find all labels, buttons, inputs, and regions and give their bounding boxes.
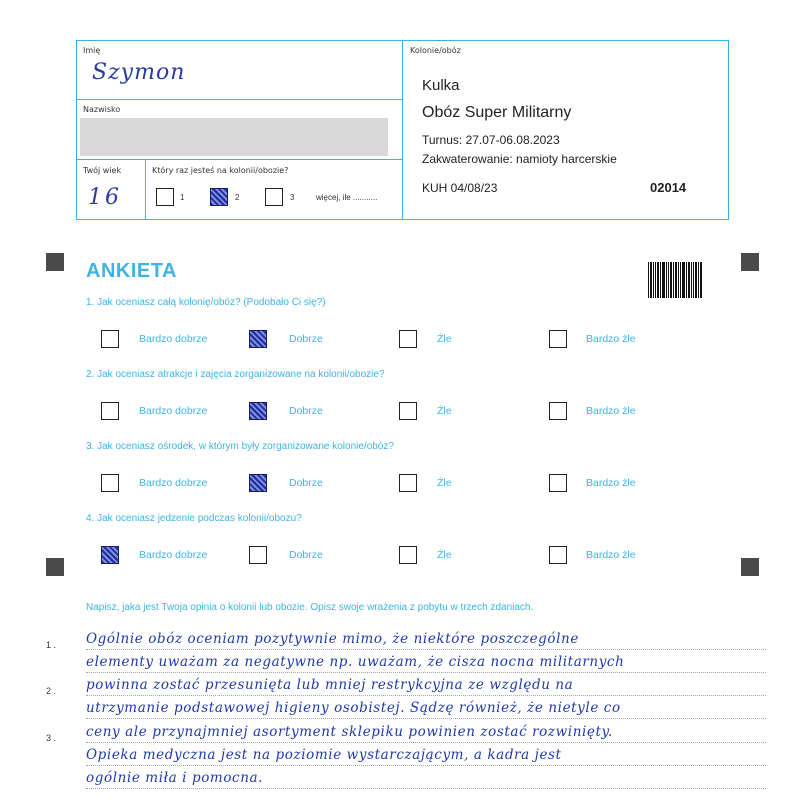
line-number-1: 1 . xyxy=(46,640,57,650)
surname-label: Nazwisko xyxy=(83,105,121,114)
question-2-option-1: Bardzo dobrze xyxy=(139,405,208,417)
camp-label: Kolonie/obóz xyxy=(410,46,461,55)
writing-line-2 xyxy=(86,672,766,673)
opinion-prompt: Napisz, jaka jest Twoja opinia o kolonii lub obozie. Opisz swoje wrażenia z pobytu w trzech zdaniach. xyxy=(86,602,534,613)
question-4-checkbox-1[interactable] xyxy=(101,546,119,564)
question-1-checkbox-4[interactable] xyxy=(549,330,567,348)
question-1-option-1: Bardzo dobrze xyxy=(139,333,208,345)
name-value: Szymon xyxy=(92,60,186,85)
question-4-text: 4. Jak oceniasz jedzenie podczas kolonii/obozu? xyxy=(86,513,302,524)
age-label: Twój wiek xyxy=(83,166,122,175)
registration-marker-top-left xyxy=(46,253,64,271)
line-number-2: 2 . xyxy=(46,686,57,696)
question-1-checkbox-1[interactable] xyxy=(101,330,119,348)
question-3-checkbox-1[interactable] xyxy=(101,474,119,492)
writing-line-6 xyxy=(86,765,766,766)
question-4-checkbox-2[interactable] xyxy=(249,546,267,564)
writing-line-4 xyxy=(86,718,766,719)
survey-title: ANKIETA xyxy=(86,260,177,282)
camp-number: 02014 xyxy=(650,180,687,195)
question-4-option-2: Dobrze xyxy=(289,549,323,561)
question-2-checkbox-2[interactable] xyxy=(249,402,267,420)
question-2-checkbox-1[interactable] xyxy=(101,402,119,420)
question-1-checkbox-2[interactable] xyxy=(249,330,267,348)
camp-code: KUH 04/08/23 xyxy=(422,181,498,195)
age-value: 16 xyxy=(88,185,122,210)
writing-line-7 xyxy=(86,788,766,789)
camp-turnus: Turnus: 27.07-06.08.2023 xyxy=(422,133,560,147)
question-2-option-4: Bardzo źle xyxy=(586,405,636,417)
times-option-1: 1 xyxy=(180,193,185,202)
line-number-3: 3 . xyxy=(46,733,57,743)
question-3-option-2: Dobrze xyxy=(289,477,323,489)
question-3-checkbox-3[interactable] xyxy=(399,474,417,492)
question-3-option-1: Bardzo dobrze xyxy=(139,477,208,489)
question-2-option-2: Dobrze xyxy=(289,405,323,417)
question-3-checkbox-4[interactable] xyxy=(549,474,567,492)
handwritten-line-6: Opieka medyczna jest na poziomie wystarczającym, a kadra jest xyxy=(86,747,562,763)
question-1-option-4: Bardzo źle xyxy=(586,333,636,345)
times-label: Który raz jesteś na kolonii/obozie? xyxy=(152,166,289,175)
handwritten-line-2: elementy uważam za negatywne np. uważam, że cisza nocna militarnych xyxy=(86,654,625,670)
name-label: Imię xyxy=(83,46,101,55)
handwritten-line-3: powinna zostać przesunięta lub mniej restrykcyjna ze względu na xyxy=(86,677,574,693)
redacted-surname xyxy=(80,118,388,156)
times-checkbox-2[interactable] xyxy=(210,188,228,206)
handwritten-line-7: ogólnie miła i pomocna. xyxy=(86,770,264,786)
question-1-option-2: Dobrze xyxy=(289,333,323,345)
writing-line-5 xyxy=(86,742,766,743)
question-3-checkbox-2[interactable] xyxy=(249,474,267,492)
question-1-checkbox-3[interactable] xyxy=(399,330,417,348)
camp-name: Kulka xyxy=(422,77,460,94)
handwritten-line-1: Ogólnie obóz oceniam pozytywnie mimo, że niektóre poszczególne xyxy=(86,631,579,647)
times-option-2: 2 xyxy=(235,193,240,202)
question-2-text: 2. Jak oceniasz atrakcje i zajęcia zorganizowane na kolonii/obozie? xyxy=(86,369,385,380)
handwritten-line-5: ceny ale przynajmniej asortyment sklepiku powinien zostać rozwinięty. xyxy=(86,724,613,740)
question-2-checkbox-4[interactable] xyxy=(549,402,567,420)
question-4-checkbox-4[interactable] xyxy=(549,546,567,564)
writing-line-1 xyxy=(86,649,766,650)
times-option-3: 3 xyxy=(290,193,295,202)
registration-marker-bottom-left xyxy=(46,558,64,576)
question-4-option-3: Źle xyxy=(437,549,452,561)
handwritten-line-4: utrzymanie podstawowej higieny osobistej. Sądzę również, że nietyle co xyxy=(86,700,621,716)
question-1-text: 1. Jak oceniasz całą kolonię/obóz? (Podobało Ci się?) xyxy=(86,297,326,308)
barcode xyxy=(648,262,702,298)
times-checkbox-3[interactable] xyxy=(265,188,283,206)
camp-accommodation: Zakwaterowanie: namioty harcerskie xyxy=(422,152,617,166)
question-2-checkbox-3[interactable] xyxy=(399,402,417,420)
question-4-checkbox-3[interactable] xyxy=(399,546,417,564)
question-4-option-4: Bardzo źle xyxy=(586,549,636,561)
question-4-option-1: Bardzo dobrze xyxy=(139,549,208,561)
question-3-option-4: Bardzo źle xyxy=(586,477,636,489)
camp-title: Obóz Super Militarny xyxy=(422,104,572,121)
question-2-option-3: Źle xyxy=(437,405,452,417)
question-3-option-3: Źle xyxy=(437,477,452,489)
question-3-text: 3. Jak oceniasz ośrodek, w którym były zorganizowane kolonie/obóz? xyxy=(86,441,394,452)
registration-marker-top-right xyxy=(741,253,759,271)
question-1-option-3: Źle xyxy=(437,333,452,345)
writing-line-3 xyxy=(86,695,766,696)
times-option-more: więcej, ile ........... xyxy=(316,193,378,202)
times-checkbox-1[interactable] xyxy=(156,188,174,206)
registration-marker-bottom-right xyxy=(741,558,759,576)
